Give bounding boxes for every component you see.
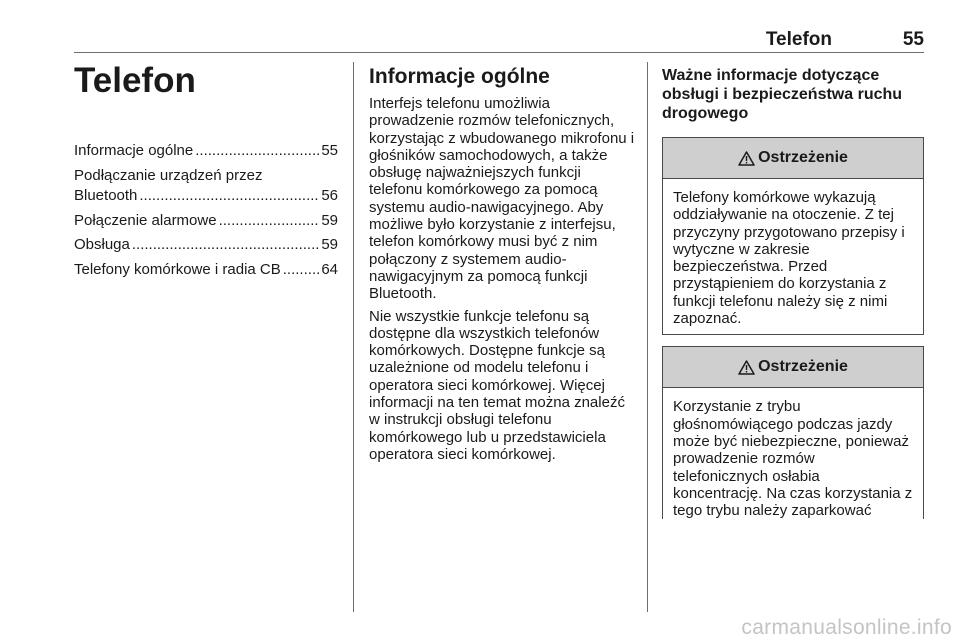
toc-page: 59 xyxy=(321,236,338,253)
section-title: Informacje ogólne xyxy=(369,65,550,88)
toc-page: 64 xyxy=(321,260,338,278)
warning-triangle-icon xyxy=(738,151,755,166)
toc-page: 59 xyxy=(321,211,338,229)
toc-leader xyxy=(132,235,319,256)
warning-heading: Ostrzeżenie xyxy=(758,149,848,166)
toc-label: Telefony komórkowe i radia CB xyxy=(74,260,281,278)
warning-text: Telefony komórkowe wykazują oddziaływanie na otoczenie. Z tej przyczyny przygotowano przepisy i wytyczne w zakresie bezpieczeństwa. Przed przystąpieniem do korzystania z funkcji telefonu należy się z nimi zapoznać. xyxy=(673,189,905,328)
general-info-column xyxy=(369,65,637,468)
warning-box xyxy=(662,346,924,519)
toc-leader xyxy=(219,211,320,232)
column-divider-1 xyxy=(353,62,354,612)
watermark: carmanualsonline.info xyxy=(741,616,952,639)
page-number: 55 xyxy=(902,29,924,50)
toc-entry-radia-cb[interactable] xyxy=(74,260,338,281)
paragraph: Interfejs telefonu umożliwia prowadzenie rozmów telefonicznych, korzystając z wbudowanego mikrofonu i głośników samochodowych, a także obsługę najważniejszych funkcji telefonu komórkowego za pomocą systemu audio-nawigacyjnego. Aby możliwe było korzystanie z interfejsu, telefon komórkowy musi być z nim połączony z systemem audio-nawigacyjnym za pomocą funkcji Bluetooth. xyxy=(369,95,635,303)
warning-triangle-icon xyxy=(738,360,755,375)
table-of-contents xyxy=(74,141,338,280)
safety-title: Ważne informacje dotyczące obsługi i bezpieczeństwa ruchu drogowego xyxy=(662,67,903,122)
toc-label: Połączenie alarmowe xyxy=(74,211,217,229)
warning-heading: Ostrzeżenie xyxy=(758,358,848,376)
warning-header xyxy=(663,347,923,388)
paragraph: Nie wszystkie funkcje telefonu są dostępne dla wszystkich telefonów komórkowych. Dostępne funkcje są uzależnione od modelu telefonu i operatora sieci komórkowej. Więcej informacji na ten temat można znaleźć w instrukcji obsługi telefonu komórkowego lub u przedstawiciela operatora sieci komórkowej. xyxy=(369,307,625,463)
toc-entry-bluetooth[interactable] xyxy=(74,166,338,207)
chapter-column xyxy=(74,62,338,284)
toc-label: Obsługa xyxy=(74,236,130,253)
toc-leader xyxy=(195,141,319,162)
toc-page: 55 xyxy=(321,142,338,159)
toc-label-line: Podłączanie urządzeń przez xyxy=(74,166,263,184)
column-divider-2 xyxy=(647,62,648,612)
toc-leader xyxy=(283,260,320,281)
warning-text: Korzystanie z trybu głośnomówiącego podczas jazdy może być niebezpieczne, ponieważ prowadzenie rozmów telefonicznych osłabia koncentrację. Na czas korzystania z tego trybu należy zaparkować xyxy=(673,398,913,520)
safety-column xyxy=(662,66,924,530)
page-header xyxy=(74,26,924,53)
toc-entry-informacje[interactable] xyxy=(74,141,338,162)
toc-entry-alarmowe[interactable] xyxy=(74,211,338,232)
warning-box xyxy=(662,137,924,335)
header-title: Telefon xyxy=(765,29,832,50)
warning-header xyxy=(663,138,923,179)
toc-page: 56 xyxy=(321,187,338,204)
toc-label: Informacje ogólne xyxy=(74,142,194,159)
toc-entry-obsluga[interactable] xyxy=(74,235,338,256)
toc-label: Bluetooth xyxy=(74,187,138,204)
toc-leader xyxy=(139,186,319,207)
chapter-title: Telefon xyxy=(74,61,196,100)
